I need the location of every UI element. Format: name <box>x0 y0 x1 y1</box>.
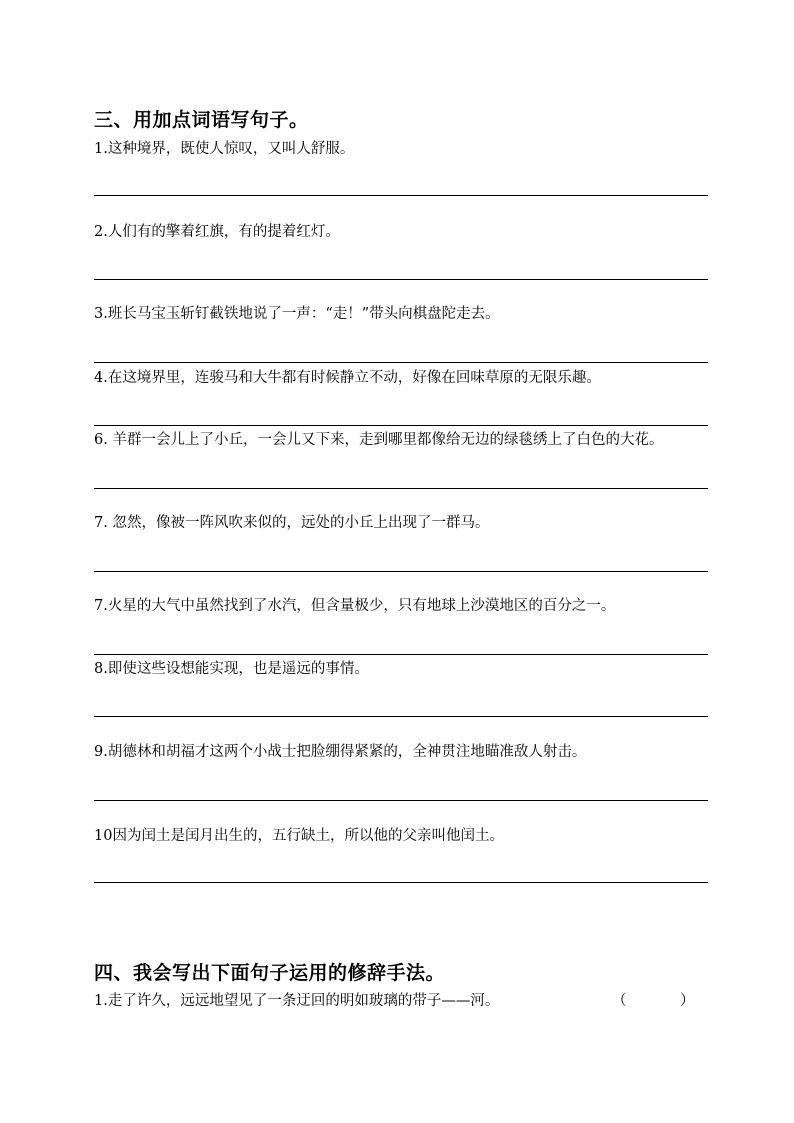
answer-line-1[interactable] <box>94 195 708 196</box>
answer-line-9[interactable] <box>94 800 708 801</box>
sentence-item-7b: 7.火星的大气中虽然找到了水汽，但含量极少，只有地球上沙漠地区的百分之一。 <box>94 598 616 614</box>
answer-blank[interactable] <box>632 992 680 1010</box>
sentence-item-8: 8.即使这些设想能实现，也是遥远的事情。 <box>94 661 369 677</box>
sentence-item-3: 3.班长马宝玉斩钉截铁地说了一声：“走！”带头向棋盘陀走去。 <box>94 306 500 322</box>
answer-line-6[interactable] <box>94 571 708 572</box>
sentence-item-2: 2.人们有的擎着红旗，有的提着红灯。 <box>94 224 340 240</box>
rhetoric-item-1: 1.走了许久，远远地望见了一条迂回的明如玻璃的带子——河。 <box>94 993 500 1009</box>
answer-paren-open: （ <box>612 993 627 1009</box>
sentence-item-10: 10因为闰土是闰月出生的，五行缺土，所以他的父亲叫他闰土。 <box>94 828 504 844</box>
sentence-item-7a: 7. 忽然，像被一阵风吹来似的，远处的小丘上出现了一群马。 <box>94 515 490 531</box>
answer-paren-close: ） <box>680 993 695 1009</box>
sentence-item-6: 6. 羊群一会儿上了小丘，一会儿又下来，走到哪里都像给无边的绿毯绣上了白色的大花。 <box>94 432 664 448</box>
answer-line-10[interactable] <box>94 882 708 883</box>
sentence-item-4: 4.在这境界里，连骏马和大牛都有时候静立不动，好像在回味草原的无限乐趣。 <box>94 370 601 386</box>
answer-line-4[interactable] <box>94 425 708 426</box>
answer-line-3[interactable] <box>94 362 708 363</box>
section-4-heading: 四、我会写出下面句子运用的修辞手法。 <box>94 962 446 984</box>
sentence-item-9: 9.胡德林和胡福才这两个小战士把脸绷得紧紧的，全神贯注地瞄准敌人射击。 <box>94 744 587 760</box>
answer-line-2[interactable] <box>94 279 708 280</box>
answer-line-8[interactable] <box>94 716 708 717</box>
answer-line-7[interactable] <box>94 654 708 655</box>
answer-line-5[interactable] <box>94 488 708 489</box>
section-3-heading: 三、用加点词语写句子。 <box>94 109 309 131</box>
sentence-item-1: 1.这种境界，既使人惊叹，又叫人舒服。 <box>94 141 355 157</box>
